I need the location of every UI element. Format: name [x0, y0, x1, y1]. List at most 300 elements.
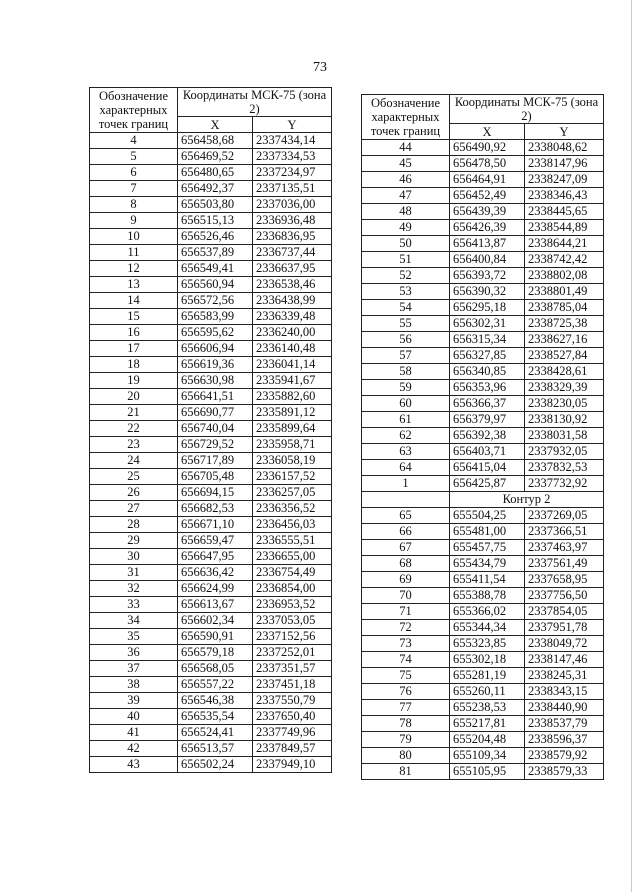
point-id-cell: 27 [90, 501, 178, 517]
point-id-cell: 35 [90, 629, 178, 645]
point-id-cell: 5 [90, 149, 178, 165]
table-row [90, 309, 332, 325]
point-id-cell: 50 [362, 236, 450, 252]
point-id-cell: 52 [362, 268, 450, 284]
x-coord-cell: 656546,38 [178, 693, 253, 709]
y-coord-cell: 2336456,03 [253, 517, 332, 533]
x-coord-cell: 656480,65 [178, 165, 253, 181]
point-id-cell: 79 [362, 732, 450, 748]
point-id-cell: 58 [362, 364, 450, 380]
y-coord-cell: 2335882,60 [253, 389, 332, 405]
table-row [362, 412, 604, 428]
point-id-cell: 29 [90, 533, 178, 549]
table-row [90, 405, 332, 421]
x-coord-cell: 656302,31 [450, 316, 525, 332]
y-coord-cell: 2338579,33 [525, 764, 604, 780]
y-coord-cell: 2336953,52 [253, 597, 332, 613]
point-id-cell: 47 [362, 188, 450, 204]
table-row [90, 277, 332, 293]
y-coord-cell: 2338245,31 [525, 668, 604, 684]
y-coord-cell: 2337949,10 [253, 757, 332, 773]
y-coord-cell: 2336356,52 [253, 501, 332, 517]
point-id-cell: 26 [90, 485, 178, 501]
table-row [90, 341, 332, 357]
table-row [90, 613, 332, 629]
point-id-cell: 73 [362, 636, 450, 652]
y-coord-cell: 2337434,14 [253, 133, 332, 149]
y-coord-cell: 2336836,95 [253, 229, 332, 245]
y-coord-cell: 2338596,37 [525, 732, 604, 748]
x-coord-cell: 656425,87 [450, 476, 525, 492]
table-row [90, 741, 332, 757]
x-coord-cell: 656537,89 [178, 245, 253, 261]
table-row [90, 181, 332, 197]
point-id-cell: 8 [90, 197, 178, 213]
x-coord-cell: 656579,18 [178, 645, 253, 661]
table-row [90, 597, 332, 613]
x-coord-cell: 656613,67 [178, 597, 253, 613]
table-row [90, 501, 332, 517]
y-coord-cell: 2338627,16 [525, 332, 604, 348]
table-row [90, 421, 332, 437]
x-coord-cell: 656340,85 [450, 364, 525, 380]
y-coord-cell: 2338537,79 [525, 716, 604, 732]
point-id-cell: 36 [90, 645, 178, 661]
point-id-cell: 61 [362, 412, 450, 428]
x-coord-cell: 656390,32 [450, 284, 525, 300]
x-coord-cell: 656729,52 [178, 437, 253, 453]
point-id-cell: 9 [90, 213, 178, 229]
x-coord-cell: 656560,94 [178, 277, 253, 293]
y-coord-cell: 2338544,89 [525, 220, 604, 236]
y-coord-cell: 2338147,46 [525, 652, 604, 668]
y-coord-cell: 2337650,40 [253, 709, 332, 725]
point-id-cell: 51 [362, 252, 450, 268]
y-coord-cell: 2337135,51 [253, 181, 332, 197]
y-coord-cell: 2338346,43 [525, 188, 604, 204]
coords-header: Координаты МСК-75 (зона 2) [450, 95, 604, 124]
x-coord-cell: 655109,34 [450, 748, 525, 764]
point-id-cell: 78 [362, 716, 450, 732]
point-id-cell: 13 [90, 277, 178, 293]
x-coord-cell: 655260,11 [450, 684, 525, 700]
table-row [362, 268, 604, 284]
point-id-cell: 41 [90, 725, 178, 741]
x-coord-cell: 656694,15 [178, 485, 253, 501]
x-coord-cell: 656439,39 [450, 204, 525, 220]
x-coord-cell: 655411,54 [450, 572, 525, 588]
y-coord-cell: 2337854,05 [525, 604, 604, 620]
coords-header: Координаты МСК-75 (зона 2) [178, 88, 332, 117]
y-coord-cell: 2338742,42 [525, 252, 604, 268]
x-coord-cell: 656705,48 [178, 469, 253, 485]
y-coord-cell: 2336157,52 [253, 469, 332, 485]
y-coord-cell: 2335941,67 [253, 373, 332, 389]
x-coord-cell: 656393,72 [450, 268, 525, 284]
point-id-cell: 45 [362, 156, 450, 172]
table-row [90, 453, 332, 469]
x-coord-cell: 655238,53 [450, 700, 525, 716]
point-id-cell: 14 [90, 293, 178, 309]
table-row [362, 284, 604, 300]
table-row [362, 748, 604, 764]
y-coord-cell: 2337756,50 [525, 588, 604, 604]
point-id-cell: 46 [362, 172, 450, 188]
point-id-cell: 30 [90, 549, 178, 565]
table-row [90, 325, 332, 341]
x-coord-cell: 656682,53 [178, 501, 253, 517]
x-coord-cell: 656535,54 [178, 709, 253, 725]
point-id-cell: 31 [90, 565, 178, 581]
point-header: Обозначение характерных точек границ [90, 88, 178, 133]
x-coord-cell: 655217,81 [450, 716, 525, 732]
point-id-cell: 49 [362, 220, 450, 236]
y-coord-cell: 2338048,62 [525, 140, 604, 156]
y-coord-cell: 2337152,56 [253, 629, 332, 645]
x-coord-cell: 656641,51 [178, 389, 253, 405]
y-coord-cell: 2337749,96 [253, 725, 332, 741]
x-header: X [450, 124, 525, 140]
table-row [362, 172, 604, 188]
y-coord-cell: 2338725,38 [525, 316, 604, 332]
x-coord-cell: 656717,89 [178, 453, 253, 469]
point-id-cell: 10 [90, 229, 178, 245]
x-coord-cell: 655323,85 [450, 636, 525, 652]
table-row [90, 149, 332, 165]
point-id-cell: 37 [90, 661, 178, 677]
y-coord-cell: 2338031,58 [525, 428, 604, 444]
point-id-cell: 42 [90, 741, 178, 757]
point-id-cell: 63 [362, 444, 450, 460]
x-coord-cell: 655504,25 [450, 508, 525, 524]
point-id-cell: 72 [362, 620, 450, 636]
point-id-cell: 1 [362, 476, 450, 492]
table-row [90, 677, 332, 693]
x-coord-cell: 655281,19 [450, 668, 525, 684]
x-coord-cell: 655366,02 [450, 604, 525, 620]
page-number: 73 [313, 60, 327, 75]
point-id-cell: 19 [90, 373, 178, 389]
y-coord-cell: 2335899,64 [253, 421, 332, 437]
contour-row [362, 492, 604, 508]
y-coord-cell: 2337463,97 [525, 540, 604, 556]
y-coord-cell: 2337053,05 [253, 613, 332, 629]
x-coord-cell: 656595,62 [178, 325, 253, 341]
table-row [362, 396, 604, 412]
y-coord-cell: 2336655,00 [253, 549, 332, 565]
x-coord-cell: 656572,56 [178, 293, 253, 309]
point-id-cell: 44 [362, 140, 450, 156]
x-coord-cell: 656400,84 [450, 252, 525, 268]
scan-edge [631, 0, 632, 892]
point-id-cell: 43 [90, 757, 178, 773]
y-coord-cell: 2337234,97 [253, 165, 332, 181]
y-coord-cell: 2337832,53 [525, 460, 604, 476]
y-coord-cell: 2337658,95 [525, 572, 604, 588]
y-header: Y [253, 117, 332, 133]
y-coord-cell: 2337561,49 [525, 556, 604, 572]
x-coord-cell: 656464,91 [450, 172, 525, 188]
point-id-cell: 12 [90, 261, 178, 277]
table-row [90, 229, 332, 245]
table-row [362, 476, 604, 492]
y-coord-cell: 2338579,92 [525, 748, 604, 764]
x-coord-cell: 656690,77 [178, 405, 253, 421]
table-row [362, 316, 604, 332]
table-row [362, 428, 604, 444]
table-row [362, 524, 604, 540]
y-coord-cell: 2338440,90 [525, 700, 604, 716]
table-row [90, 709, 332, 725]
y-coord-cell: 2337849,57 [253, 741, 332, 757]
table-row [362, 220, 604, 236]
table-row [362, 652, 604, 668]
y-coord-cell: 2338130,92 [525, 412, 604, 428]
y-coord-cell: 2336041,14 [253, 357, 332, 373]
y-coord-cell: 2337366,51 [525, 524, 604, 540]
x-coord-cell: 656502,24 [178, 757, 253, 773]
x-coord-cell: 656590,91 [178, 629, 253, 645]
x-coord-cell: 656492,37 [178, 181, 253, 197]
table-row [90, 725, 332, 741]
point-id-cell: 23 [90, 437, 178, 453]
x-coord-cell: 656490,92 [450, 140, 525, 156]
x-coord-cell: 656452,49 [450, 188, 525, 204]
point-id-cell: 53 [362, 284, 450, 300]
y-coord-cell: 2336737,44 [253, 245, 332, 261]
point-header: Обозначение характерных точек границ [362, 95, 450, 140]
x-coord-cell: 655344,34 [450, 620, 525, 636]
point-id-cell: 68 [362, 556, 450, 572]
y-coord-cell: 2338147,96 [525, 156, 604, 172]
table-row [90, 469, 332, 485]
x-coord-cell: 656478,50 [450, 156, 525, 172]
point-id-cell: 75 [362, 668, 450, 684]
x-coord-cell: 656503,80 [178, 197, 253, 213]
point-id-cell: 66 [362, 524, 450, 540]
point-id-cell: 11 [90, 245, 178, 261]
table-row [90, 197, 332, 213]
table-row [362, 572, 604, 588]
table-row [362, 156, 604, 172]
table-row [90, 245, 332, 261]
table-row [362, 716, 604, 732]
table-row [90, 389, 332, 405]
x-coord-cell: 656379,97 [450, 412, 525, 428]
table-row [362, 188, 604, 204]
x-coord-cell: 655434,79 [450, 556, 525, 572]
point-id-cell: 33 [90, 597, 178, 613]
x-coord-cell: 656295,18 [450, 300, 525, 316]
y-coord-cell: 2337550,79 [253, 693, 332, 709]
table-row [362, 700, 604, 716]
x-coord-cell: 656392,38 [450, 428, 525, 444]
y-coord-cell: 2336438,99 [253, 293, 332, 309]
point-id-cell: 6 [90, 165, 178, 181]
y-coord-cell: 2337269,05 [525, 508, 604, 524]
table-row [362, 588, 604, 604]
x-coord-cell: 656636,42 [178, 565, 253, 581]
table-row [90, 565, 332, 581]
x-coord-cell: 656671,10 [178, 517, 253, 533]
y-coord-cell: 2338343,15 [525, 684, 604, 700]
point-id-cell: 15 [90, 309, 178, 325]
point-id-cell: 40 [90, 709, 178, 725]
x-coord-cell: 656366,37 [450, 396, 525, 412]
table-row [90, 581, 332, 597]
table-row [362, 332, 604, 348]
x-coord-cell: 656524,41 [178, 725, 253, 741]
x-coord-cell: 656557,22 [178, 677, 253, 693]
table-row [362, 460, 604, 476]
table-row [362, 348, 604, 364]
x-coord-cell: 655302,18 [450, 652, 525, 668]
table-row [362, 556, 604, 572]
table-row [90, 437, 332, 453]
table-row [362, 252, 604, 268]
y-coord-cell: 2337036,00 [253, 197, 332, 213]
x-coord-cell: 656513,57 [178, 741, 253, 757]
table-row [90, 373, 332, 389]
y-coord-cell: 2337932,05 [525, 444, 604, 460]
table-row [90, 213, 332, 229]
y-coord-cell: 2336058,19 [253, 453, 332, 469]
x-coord-cell: 655457,75 [450, 540, 525, 556]
table-row [362, 204, 604, 220]
y-coord-cell: 2336754,49 [253, 565, 332, 581]
table-row [362, 604, 604, 620]
point-id-cell: 28 [90, 517, 178, 533]
y-coord-cell: 2338644,21 [525, 236, 604, 252]
table-row [362, 444, 604, 460]
point-id-cell: 7 [90, 181, 178, 197]
x-coord-cell: 656413,87 [450, 236, 525, 252]
y-coord-cell: 2336936,48 [253, 213, 332, 229]
table-row [90, 661, 332, 677]
point-id-cell: 74 [362, 652, 450, 668]
x-header: X [178, 117, 253, 133]
y-coord-cell: 2336339,48 [253, 309, 332, 325]
x-coord-cell: 655388,78 [450, 588, 525, 604]
y-coord-cell: 2338049,72 [525, 636, 604, 652]
table-row [90, 629, 332, 645]
y-coord-cell: 2336140,48 [253, 341, 332, 357]
x-coord-cell: 656568,05 [178, 661, 253, 677]
y-coord-cell: 2336555,51 [253, 533, 332, 549]
table-row [90, 517, 332, 533]
point-id-cell: 57 [362, 348, 450, 364]
x-coord-cell: 656583,99 [178, 309, 253, 325]
table-row [90, 293, 332, 309]
y-coord-cell: 2337252,01 [253, 645, 332, 661]
y-coord-cell: 2336637,95 [253, 261, 332, 277]
table-row [90, 261, 332, 277]
y-coord-cell: 2338802,08 [525, 268, 604, 284]
table-row [90, 133, 332, 149]
table-row [362, 540, 604, 556]
point-id-cell: 81 [362, 764, 450, 780]
x-coord-cell: 656526,46 [178, 229, 253, 245]
x-coord-cell: 656415,04 [450, 460, 525, 476]
y-coord-cell: 2338801,49 [525, 284, 604, 300]
y-coord-cell: 2338527,84 [525, 348, 604, 364]
x-coord-cell: 656630,98 [178, 373, 253, 389]
point-id-cell: 20 [90, 389, 178, 405]
point-id-cell: 77 [362, 700, 450, 716]
table-row [90, 485, 332, 501]
x-coord-cell: 656624,99 [178, 581, 253, 597]
y-coord-cell: 2336854,00 [253, 581, 332, 597]
table-row [90, 165, 332, 181]
table-row [362, 620, 604, 636]
x-coord-cell: 656403,71 [450, 444, 525, 460]
point-id-cell: 67 [362, 540, 450, 556]
coordinates-table-right [361, 94, 604, 780]
point-id-cell: 62 [362, 428, 450, 444]
y-coord-cell: 2338445,65 [525, 204, 604, 220]
point-id-cell: 4 [90, 133, 178, 149]
point-id-cell: 25 [90, 469, 178, 485]
y-header: Y [525, 124, 604, 140]
table-row [362, 684, 604, 700]
table-row [362, 380, 604, 396]
x-coord-cell: 656515,13 [178, 213, 253, 229]
table-row [362, 764, 604, 780]
point-id-cell: 69 [362, 572, 450, 588]
point-id-cell: 16 [90, 325, 178, 341]
point-id-cell: 39 [90, 693, 178, 709]
contour-label: Контур 2 [450, 492, 604, 508]
y-coord-cell: 2337451,18 [253, 677, 332, 693]
y-coord-cell: 2335958,71 [253, 437, 332, 453]
y-coord-cell: 2336538,46 [253, 277, 332, 293]
x-coord-cell: 656426,39 [450, 220, 525, 236]
point-id-cell: 80 [362, 748, 450, 764]
table-row [362, 364, 604, 380]
table-row [362, 236, 604, 252]
point-id-cell: 48 [362, 204, 450, 220]
point-id-cell: 70 [362, 588, 450, 604]
point-id-cell: 21 [90, 405, 178, 421]
table-row [90, 757, 332, 773]
x-coord-cell: 656549,41 [178, 261, 253, 277]
table-row [362, 732, 604, 748]
table-row [90, 693, 332, 709]
point-id-cell: 76 [362, 684, 450, 700]
table-row [90, 357, 332, 373]
y-coord-cell: 2338428,61 [525, 364, 604, 380]
x-coord-cell: 656647,95 [178, 549, 253, 565]
table-row [362, 508, 604, 524]
point-id-cell: 38 [90, 677, 178, 693]
x-coord-cell: 656740,04 [178, 421, 253, 437]
x-coord-cell: 656602,34 [178, 613, 253, 629]
point-id-cell: 32 [90, 581, 178, 597]
table-row [362, 140, 604, 156]
y-coord-cell: 2338247,09 [525, 172, 604, 188]
table-row [362, 668, 604, 684]
point-id-cell: 22 [90, 421, 178, 437]
y-coord-cell: 2338785,04 [525, 300, 604, 316]
point-id-cell: 60 [362, 396, 450, 412]
point-id-cell: 55 [362, 316, 450, 332]
x-coord-cell: 656619,36 [178, 357, 253, 373]
point-id-cell: 56 [362, 332, 450, 348]
y-coord-cell: 2337334,53 [253, 149, 332, 165]
x-coord-cell: 656353,96 [450, 380, 525, 396]
point-id-cell: 59 [362, 380, 450, 396]
x-coord-cell: 655204,48 [450, 732, 525, 748]
